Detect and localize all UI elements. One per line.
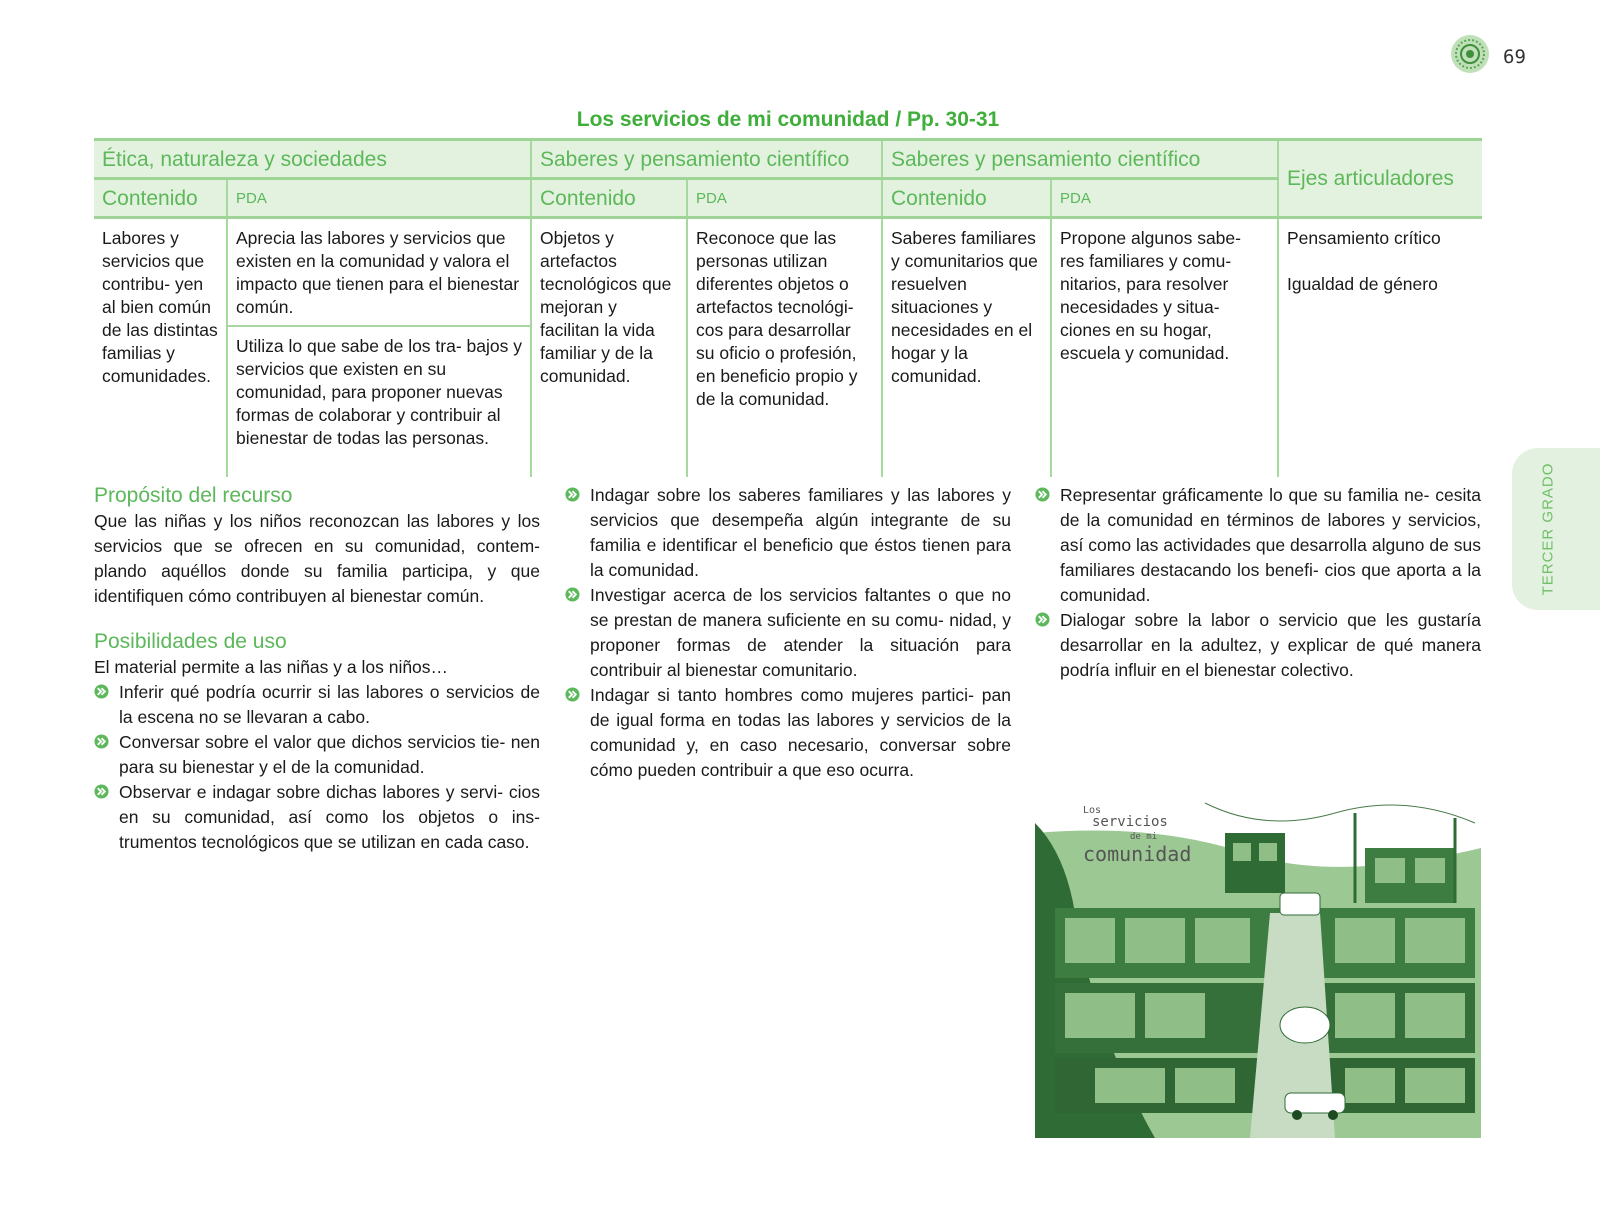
double-chevron-icon: [1035, 612, 1050, 627]
list-item: Dialogar sobre la labor o servicio que les gustaría desarrollar en la adultez, y explicar de qué manera podría influir en el bienestar colectivo.: [1035, 608, 1481, 683]
double-chevron-icon: [94, 784, 109, 799]
ejes-cell: [1278, 218, 1482, 478]
illustration-title-line: servicios: [1092, 814, 1168, 830]
curriculum-table: [94, 138, 1482, 477]
campo-header-1: Ética, naturaleza y sociedades: [94, 140, 531, 179]
pda-cell-1: [227, 218, 531, 478]
proposito-text: Que las niñas y los niños reconozcan las labores y los servicios que se ofrecen en su comunidad, contem- plando aquéllos donde su familia participa, y que identifiquen cómo contribuyen al bienestar común.: [94, 511, 540, 606]
list-item: Indagar sobre los saberes familiares y las labores y servicios que desempeña algún integrante de su familia e identificar el beneficio que éstos tienen para la comunidad.: [565, 483, 1011, 583]
double-chevron-icon: [1035, 487, 1050, 502]
contenido-header: Contenido: [531, 179, 687, 218]
double-chevron-icon: [94, 734, 109, 749]
double-chevron-icon: [565, 487, 580, 502]
contenido-header: Contenido: [882, 179, 1051, 218]
community-services-illustration: [1035, 793, 1481, 1138]
list-item: Observar e indagar sobre dichas labores y servi- cios en su comunidad, así como los objetos o ins- trumentos tecnológicos que se utilizan en cada caso.: [94, 780, 540, 855]
column-1: [94, 483, 540, 855]
bullet-list-1: [94, 680, 540, 855]
list-item: Investigar acerca de los servicios faltantes o que no se prestan de manera suficiente en su comu- nidad, y proponer formas de atender la situación para contribuir al bienestar comunitario.: [565, 583, 1011, 683]
illustration-title-line: comunidad: [1083, 842, 1192, 866]
eje-item: Igualdad de género: [1287, 274, 1438, 294]
pda-header: PDA: [227, 179, 531, 218]
illustration-title-line: Los: [1083, 805, 1102, 816]
posibilidades-heading: Posibilidades de uso: [94, 630, 287, 653]
pda-header: PDA: [1051, 179, 1278, 218]
bullet-list-2: [565, 483, 1011, 783]
double-chevron-icon: [565, 687, 580, 702]
campo-header-2: Saberes y pensamiento científico: [531, 140, 882, 179]
proposito-heading: Propósito del recurso: [94, 484, 293, 507]
eje-item: Pensamiento crítico: [1287, 228, 1441, 248]
ejes-header: Ejes articuladores: [1278, 140, 1482, 218]
double-chevron-icon: [565, 587, 580, 602]
page-number: 69: [1503, 46, 1526, 68]
posibilidades-intro: El material permite a las niñas y a los niños…: [94, 657, 449, 677]
column-3: [1035, 483, 1481, 683]
table-title: Los servicios de mi comunidad / Pp. 30-31: [576, 108, 1000, 131]
column-2: [565, 483, 1011, 783]
pda-1a: Aprecia las labores y servicios que existen en la comunidad y valora el impacto que tienen para el bienestar común.: [228, 219, 530, 327]
list-item: Representar gráficamente lo que su familia ne- cesita de la comunidad en términos de labores y servicios, así como las actividades que desarrolla alguno de sus familiares destacando los benefi- cios que aporta a la comunidad.: [1035, 483, 1481, 608]
illustration-title-line: de mi: [1130, 832, 1158, 842]
pda-header: PDA: [687, 179, 882, 218]
double-chevron-icon: [94, 684, 109, 699]
grade-side-tab: [1512, 448, 1600, 610]
bullet-list-3: [1035, 483, 1481, 683]
contenido-cell-1: Labores y servicios que contribu- yen al bien común de las distintas familias y comunidades.: [102, 228, 218, 386]
pda-cell-3: Propone algunos sabe- res familiares y comu- nitarios, para resolver necesidades y situa- ciones en su hogar, escuela y comunidad.: [1051, 218, 1278, 478]
list-item: Indagar si tanto hombres como mujeres partici- pan de igual forma en todas las labores y servicios de la comunidad y, en caso necesario, conversar sobre cómo pueden contribuir a que eso ocurra.: [565, 683, 1011, 783]
list-item: Inferir qué podría ocurrir si las labores o servicios de la escena no se llevaran a cabo.: [94, 680, 540, 730]
grade-label: TERCER GRADO: [1539, 462, 1557, 596]
pda-1b: Utiliza lo que sabe de los tra- bajos y servicios que existen en su comunidad, para proponer nuevas formas de colaborar y contribuir al bienestar de todas las personas.: [236, 336, 522, 448]
contenido-header: Contenido: [94, 179, 227, 218]
contenido-cell-2: Objetos y artefactos tecnológicos que mejoran y facilitan la vida familiar y de la comunidad.: [531, 218, 687, 478]
list-item: Conversar sobre el valor que dichos servicios tie- nen para su bienestar y el de la comunidad.: [94, 730, 540, 780]
campo-header-3: Saberes y pensamiento científico: [882, 140, 1278, 179]
contenido-cell-3: Saberes familiares y comunitarios que resuelven situaciones y necesidades en el hogar y la comunidad.: [882, 218, 1051, 478]
pda-cell-2: Reconoce que las personas utilizan diferentes objetos o artefactos tecnológi- cos para desarrollar su oficio o profesión, en beneficio propio y de la comunidad.: [687, 218, 882, 478]
spiral-logo-icon: [1450, 34, 1490, 74]
